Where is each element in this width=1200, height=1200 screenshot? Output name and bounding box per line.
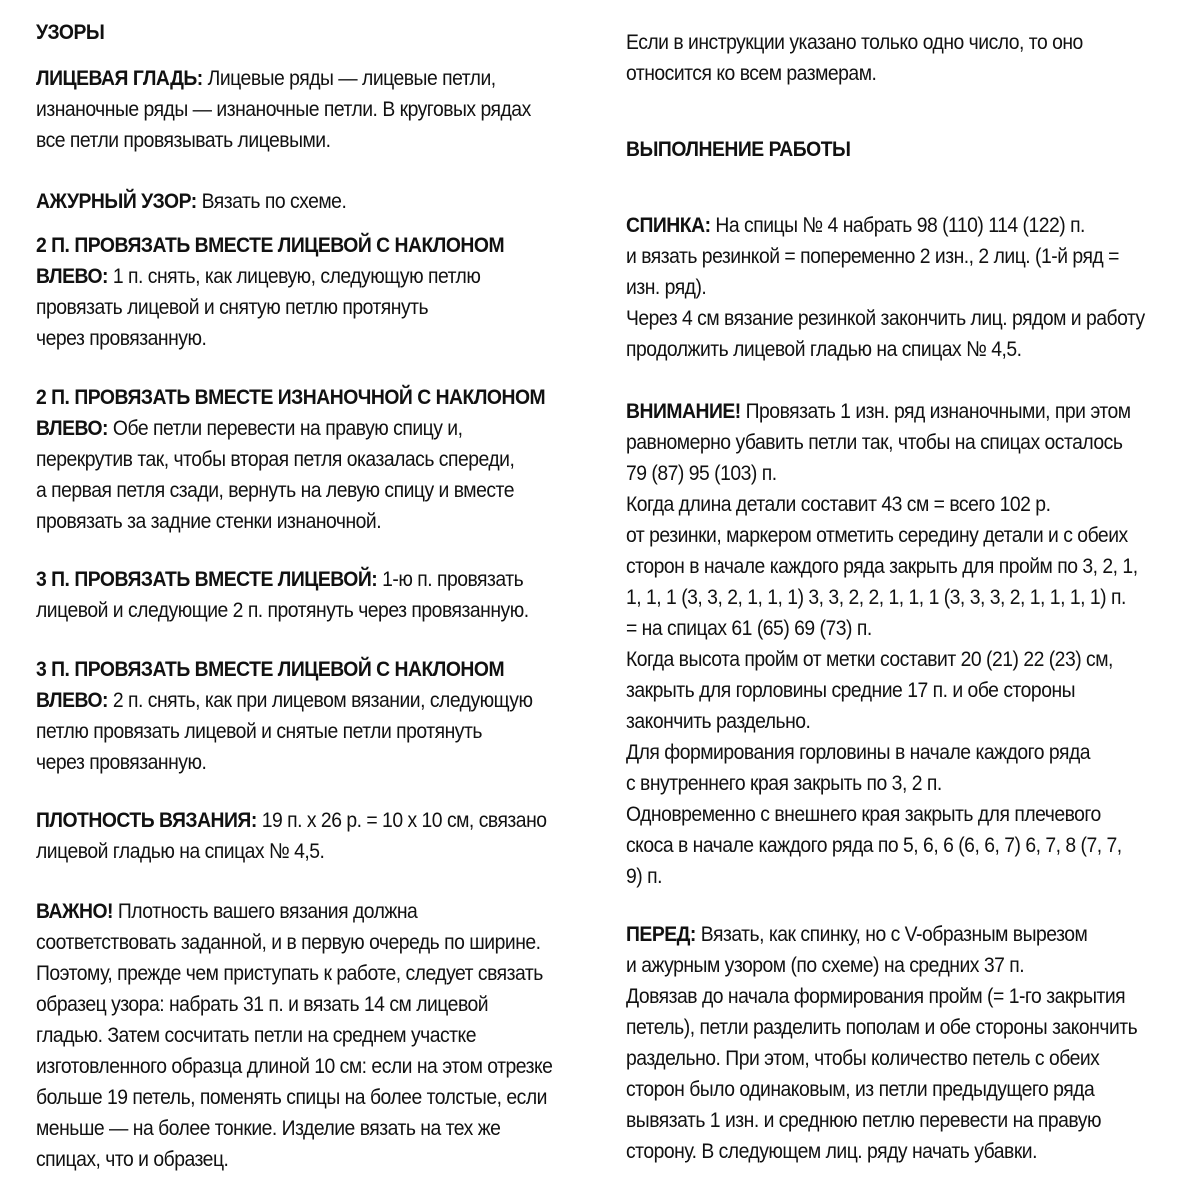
k3tog-left-heading: ВЛЕВО: [36,688,108,712]
gauge-text: лицевой гладью на спицах № 4,5. [36,839,325,863]
stockinette-block [36,63,581,156]
k3tog-text: лицевой и следующие 2 п. протянуть через провязанную. [36,598,529,622]
attention-text: Одновременно с внешнего края закрыть для плечевого [626,802,1101,826]
front-block [626,919,1171,1167]
front-text: сторону. В следующем лиц. ряду начать убавки. [626,1139,1038,1163]
section-title: ВЫПОЛНЕНИЕ РАБОТЫ [626,137,851,161]
important-text: соответствовать заданной, и в первую очередь по ширине. [36,930,541,954]
important-text: изготовленного образца длиной 10 см: если на этом отрезке [36,1054,553,1078]
k3tog-left-block [36,654,581,778]
back-text: и вязать резинкой = попеременно 2 изн., 2 лиц. (1-й ряд = [626,244,1119,268]
important-text: образец узора: набрать 31 п. и вязать 14 см лицевой [36,992,489,1016]
attention-text: Провязать 1 изн. ряд изнаночными, при этом [745,399,1131,423]
gauge-heading: ПЛОТНОСТЬ ВЯЗАНИЯ: [36,808,257,832]
front-text: Довязав до начала формирования пройм (= 1-го закрытия [626,984,1126,1008]
p2tog-left-text: провязать за задние стенки изнаночной. [36,509,382,533]
gauge-block [36,805,581,867]
p2tog-left-heading: 2 П. ПРОВЯЗАТЬ ВМЕСТЕ ИЗНАНОЧНОЙ С НАКЛОНОМ [36,385,546,409]
important-block [36,896,581,1175]
front-text: Вязать, как спинку, но с V-образным вырезом [700,922,1088,946]
lace-pattern-text: Вязать по схеме. [201,189,347,213]
k3tog-left-text: 2 п. снять, как при лицевом вязании, следующую [112,688,533,712]
intro-block [626,27,1171,89]
back-text: Через 4 см вязание резинкой закончить лиц. рядом и работу [626,306,1145,330]
intro-text: относится ко всем размерам. [626,61,877,85]
important-text: меньше — на более тонкие. Изделие вязать на тех же [36,1116,501,1140]
attention-text: закончить раздельно. [626,709,811,733]
attention-text: сторон в начале каждого ряда закрыть для пройм по 3, 2, 1, [626,554,1138,578]
k2tog-left-text: провязать лицевой и снятую петлю протянуть [36,295,429,319]
k3tog-text: 1-ю п. провязать [382,567,524,591]
attention-text: равномерно убавить петли так, чтобы на спицах осталось [626,430,1123,454]
attention-heading: ВНИМАНИЕ! [626,399,741,423]
stockinette-heading: ЛИЦЕВАЯ ГЛАДЬ: [36,66,203,90]
lace-pattern-heading: АЖУРНЫЙ УЗОР: [36,189,197,213]
k3tog-heading: 3 П. ПРОВЯЗАТЬ ВМЕСТЕ ЛИЦЕВОЙ: [36,567,378,591]
front-text: вывязать 1 изн. и среднюю петлю перевести на правую [626,1108,1102,1132]
important-text: Поэтому, прежде чем приступать к работе, следует связать [36,961,543,985]
front-text: раздельно. При этом, чтобы количество петель с обеих [626,1046,1100,1070]
k2tog-left-text: через провязанную. [36,326,207,350]
section-title-patterns [36,17,581,48]
front-text: сторон было одинаковым, из петли предыдущего ряда [626,1077,1095,1101]
k3tog-left-heading: 3 П. ПРОВЯЗАТЬ ВМЕСТЕ ЛИЦЕВОЙ С НАКЛОНОМ [36,657,505,681]
k2tog-left-heading: 2 П. ПРОВЯЗАТЬ ВМЕСТЕ ЛИЦЕВОЙ С НАКЛОНОМ [36,233,505,257]
attention-text: с внутреннего края закрыть по 3, 2 п. [626,771,942,795]
k3tog-left-text: петлю провязать лицевой и снятые петли протянуть [36,719,482,743]
attention-text: 1, 1, 1 (3, 3, 2, 1, 1, 1) 3, 3, 2, 2, 1, 1, 1 (3, 3, 3, 2, 1, 1, 1, 1) п. [626,585,1126,609]
k2tog-left-heading: ВЛЕВО: [36,264,108,288]
k3tog-block [36,564,581,626]
stockinette-text: все петли провязывать лицевыми. [36,128,331,152]
important-text: Плотность вашего вязания должна [117,899,418,923]
back-text: изн. ряд). [626,275,707,299]
p2tog-left-text: перекрутив так, чтобы вторая петля оказалась спереди, [36,447,515,471]
lace-pattern-block [36,186,581,217]
section-title-work [626,134,1171,165]
important-text: спицах, что и образец. [36,1147,229,1171]
stockinette-text: Лицевые ряды — лицевые петли, [207,66,496,90]
important-text: гладью. Затем сосчитать петли на среднем участке [36,1023,477,1047]
back-block [626,210,1171,365]
p2tog-left-heading: ВЛЕВО: [36,416,108,440]
back-text: продолжить лицевой гладью на спицах № 4,5. [626,337,1022,361]
important-heading: ВАЖНО! [36,899,113,923]
attention-text: 79 (87) 95 (103) п. [626,461,777,485]
stockinette-text: изнаночные ряды — изнаночные петли. В круговых рядах [36,97,531,121]
attention-text: скоса в начале каждого ряда по 5, 6, 6 (6, 6, 7) 6, 7, 8 (7, 7, [626,833,1122,857]
attention-text: Для формирования горловины в начале каждого ряда [626,740,1091,764]
p2tog-left-text: а первая петля сзади, вернуть на левую спицу и вместе [36,478,514,502]
intro-text: Если в инструкции указано только одно число, то оно [626,30,1083,54]
p2tog-left-block [36,382,581,537]
attention-text: от резинки, маркером отметить середину детали и с обеих [626,523,1128,547]
page-title: УЗОРЫ [36,20,105,44]
front-text: петель), петли разделить пополам и обе стороны закончить [626,1015,1138,1039]
gauge-text: 19 п. х 26 р. = 10 х 10 см, связано [261,808,547,832]
attention-text: = на спицах 61 (65) 69 (73) п. [626,616,872,640]
attention-text: закрыть для горловины средние 17 п. и обе стороны [626,678,1076,702]
attention-text: 9) п. [626,864,662,888]
k2tog-left-text: 1 п. снять, как лицевую, следующую петлю [112,264,481,288]
attention-text: Когда высота пройм от метки составит 20 (21) 22 (23) см, [626,647,1113,671]
important-text: больше 19 петель, поменять спицы на более толстые, если [36,1085,547,1109]
front-heading: ПЕРЕД: [626,922,696,946]
k2tog-left-block [36,230,581,354]
p2tog-left-text: Обе петли перевести на правую спицу и, [112,416,463,440]
back-text: На спицы № 4 набрать 98 (110) 114 (122) п. [715,213,1085,237]
back-heading: СПИНКА: [626,213,711,237]
attention-text: Когда длина детали составит 43 см = всего 102 р. [626,492,1051,516]
k3tog-left-text: через провязанную. [36,750,207,774]
attention-block [626,396,1171,892]
front-text: и ажурным узором (по схеме) на средних 37 п. [626,953,1025,977]
